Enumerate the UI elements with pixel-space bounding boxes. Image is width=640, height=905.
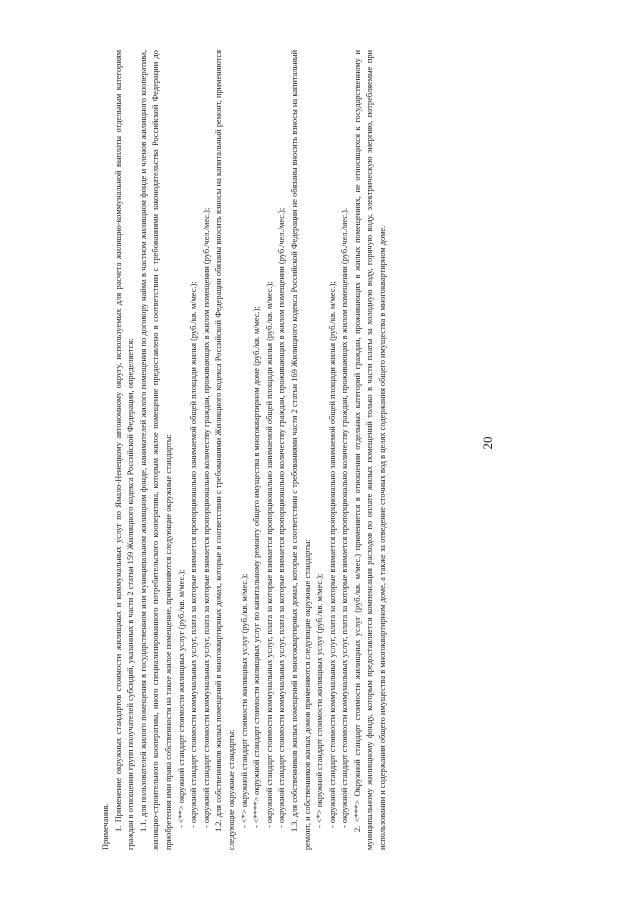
note-list-item: - <**> окружной стандарт стоимости жилищных услуг (руб./кв. м/мес.); xyxy=(176,569,186,828)
note-paragraph: 2. <***> Окружной стандарт стоимости жилищных услуг (руб./кв. м/мес.) применяется в отношении отдельных категорий граждан, проживающих в жилых помещениях, не относящихся к государственному и муниципальному жилищному фонду, которым предоставляется компенсация расходов по оплате жилых помещений только в части платы за холодную воду, горячую воду, электрическую энергию, потребляемые при использовании и содержании общего имущества в многоквартирном доме, а также за отведение сточных вод в целях содержания общего имущества в многоквартирном доме. xyxy=(352,50,388,850)
note-paragraph: 1.2. для собственников жилых помещений в многоквартирных домах, которые в соответствии с требованиями Жилищного кодекса Российской Федерации обязаны вносить взносы на капитальный ремонт, применяются следующие окружные стандарты: xyxy=(214,50,236,850)
notes-heading: Примечания. xyxy=(101,803,110,850)
note-list-item: - окружной стандарт стоимости коммунальных услуг, плата за которые взимается пропорционально количеству граждан, проживающих в жилом помещении (руб./чел./мес.); xyxy=(277,207,287,828)
note-paragraph: 1.3. для собственников жилых помещений в многоквартирных домах, которые в соответствии с требованиями части 2 статьи 169 Жилищного кодекса Российской Федерации не обязаны вносить взносы на капитальный ремонт, и собственников жилых домов применяются следующие окружные стандарты: xyxy=(289,50,312,850)
note-list-item: - <*> окружной стандарт стоимости жилищных услуг (руб./кв. м/мес.); xyxy=(239,573,249,828)
note-list-item: - <****> окружной стандарт стоимости жилищных услуг по капитальному ремонту общего имущества в многоквартирном доме (руб./кв. м/мес.); xyxy=(252,306,262,828)
notes-block xyxy=(100,50,480,850)
note-paragraph: 1. Применение окружных стандартов стоимости жилищных и коммунальных услуг по Ямало-Ненецкому автономному округу, используемых для расчета жилищно-коммунальной выплаты отдельным категориям граждан в отношении групп получателей субсидий, указанных в части 2 статьи 159 Жилищного кодекса Российской Федерации, определяется: xyxy=(113,50,136,850)
note-paragraph: 1.1. для пользователей жилого помещения в государственном или муниципальном жилищном фонде, нанимателей жилого помещения по договору найма в частном жилищном фонде и членов жилищного кооператива, жилищно-строительного кооператива, иного специализированного потребительского кооператива, которым жилое помещение предоставлено в соответствии с требованиями законодательства Российской Федерации до приобретения ими права собственности на такое жилое помещение, применяются следующие окружные стандарты: xyxy=(138,50,173,850)
note-list-item: - окружной стандарт стоимости коммунальных услуг, плата за которые взимается пропорционально количеству граждан, проживающих в жилом помещении (руб./чел./мес.). xyxy=(340,208,350,828)
note-list-item: - окружной стандарт стоимости коммунальных услуг, плата за которые взимается пропорционально занимаемой общей площади жилья (руб./кв. м/мес.); xyxy=(327,281,337,828)
note-list-item: - окружной стандарт стоимости коммунальных услуг, плата за которые взимается пропорционально занимаемой общей площади жилья (руб./кв. м/мес.); xyxy=(189,281,199,828)
page-number: 20 xyxy=(480,436,495,450)
note-list-item: - окружной стандарт стоимости коммунальных услуг, плата за которые взимается пропорционально количеству граждан, проживающих в жилом помещении (руб./чел./мес.); xyxy=(201,207,211,828)
note-list-item: - окружной стандарт стоимости коммунальных услуг, плата за которые взимается пропорционально занимаемой общей площади жилья (руб./кв. м/мес.); xyxy=(264,281,274,828)
note-list-item: - <*> окружной стандарт стоимости жилищных услуг (руб./кв. м/мес.); xyxy=(315,573,325,828)
